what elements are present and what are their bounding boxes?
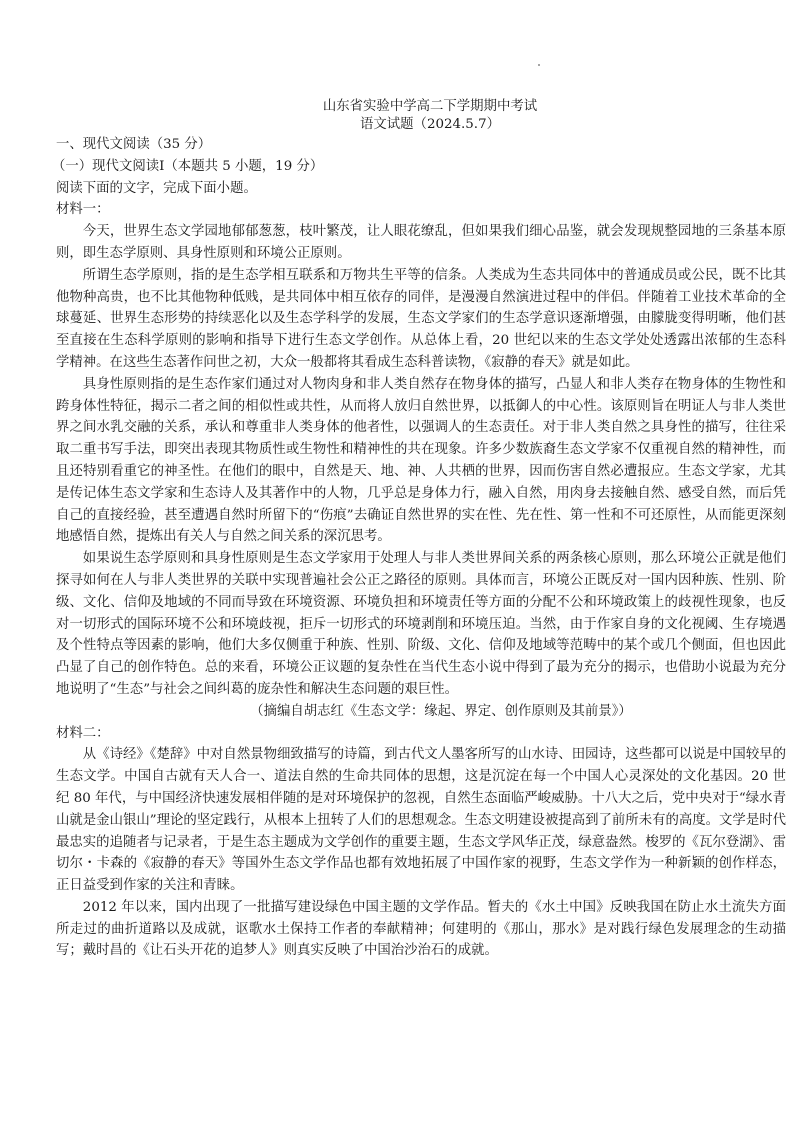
section-reading: [52, 134, 786, 962]
exam-title: 山东省实验中学高二下学期期中考试: [322, 99, 538, 114]
exam-page: [52, 98, 786, 962]
material1-label: 材料一：: [56, 202, 110, 218]
material1-paragraph: 所谓生态学原则，指的是生态学相互联系和万物共生平等的信条。人类成为生态共同体中的普通成员或公民，既不比其他物种高贵，也不比其他物种低贱，是共同体中相互依存的同伴，是漫漫自然演进过程中的伴侣。伴随着工业技术革命的全球蔓延、世界生态形势的持续恶化以及生态学科学的发展，生态文学家们的生态学意识逐渐增强，由朦胧变得明晰，他们甚至直接在生态科学原则的影响和指导下进行生态文学创作。从总体上看，20 世纪以来的生态文学处处透露出浓郁的生态科学精神。在这些生态著作问世之初，大众一般都将其看成生态科普读物，《寂静的春天》就是如此。: [56, 267, 786, 370]
material2-label: 材料二：: [56, 725, 110, 741]
section-subheading: （一）现代文阅读Ⅰ（本题共 5 小题，19 分）: [52, 158, 324, 174]
material1-paragraph: 如果说生态学原则和具身性原则是生态文学家用于处理人与非人类世界间关系的两条核心原则，那么环境公正就是他们探寻如何在人与非人类世界的关联中实现普遍社会公正之路径的原则。具体而言，环境公正既反对一国内因种族、性别、阶级、文化、信仰及地域的不同而导致在环境资源、环境负担和环境责任等方面的分配不公和环境政策上的歧视性现象，也反对一切形式的国际环境不公和环境歧视，拒斥一切形式的环境剥削和环境压迫。当然，由于作家自身的文化视阈、生存境遇及个性特点等因素的影响，他们大多仅侧重于种族、性别、阶级、文化、信仰及地域等范畴中的某个或几个侧面，但也因此凸显了自己的创作特色。总的来看，环境公正议题的复杂性在当代生态小说中得到了最为充分的揭示，也借助小说最为充分地说明了“生态”与社会之间纠葛的庞杂性和解决生态问题的艰巨性。: [56, 551, 786, 697]
material1-credit: （摘编自胡志红《生态文学：缘起、界定、创作原则及其前景》）: [250, 703, 632, 719]
material1-paragraph: 今天，世界生态文学园地郁郁葱葱，枝叶繁茂，让人眼花缭乱，但如果我们细心品鉴，就会发现规整园地的三条基本原则，即生态学原则、具身性原则和环境公正原则。: [56, 224, 786, 261]
exam-subtitle: 语文试题（2024.5.7）: [360, 117, 500, 132]
section-heading: 一、现代文阅读（35 分）: [56, 137, 212, 152]
instruction-text: 阅读下面的文字，完成下面小题。: [56, 180, 257, 196]
material2-paragraph: 从《诗经》《楚辞》中对自然景物细致描写的诗篇，到古代文人墨客所写的山水诗、田园诗，这些都可以说是中国较早的生态文学。中国自古就有天人合一、道法自然的生命共同体的思想，这是沉淀在每一个中国人心灵深处的文化基因。20 世纪 80 年代，与中国经济快速发展相伴随的是对环境保护的忽视，自然生态面临严峻威胁。十八大之后，党中央对于“绿水青山就是金山银山”理论的坚定践行，从根本上扭转了人们的思想观念。生态文明建设被提高到了前所未有的高度。文学是时代最忠实的追随者与记录者，于是生态主题成为文学创作的重要主题，生态文学风华正茂，绿意盎然。梭罗的《瓦尔登湖》、雷切尔・卡森的《寂静的春天》等国外生态文学作品也都有效地拓展了中国作家的视野，生态文学作为一种新颖的创作样态，正日益受到作家的关注和青睐。: [56, 747, 786, 894]
material2-paragraph: 2012 年以来，国内出现了一批描写建设绿色中国主题的文学作品。暂夫的《水土中国》反映我国在防止水土流失方面所走过的曲折道路以及成就，讴歌水土保持工作者的奉献精神；何建明的《那山，那水》是对践行绿色发展理念的生动描写；戴时昌的《让石头开花的追梦人》则真实反映了中国治沙治石的成就。: [56, 899, 786, 959]
scan-speck: [538, 64, 540, 66]
material1-paragraph: 具身性原则指的是生态作家们通过对人物肉身和非人类自然存在物身体的描写，凸显人和非人类存在物身体的生物性和跨身体性特征，揭示二者之间的相似性或共性，从而将人放归自然世界，以抵御人的中心性。该原则旨在明证人与非人类世界之间水乳交融的关系，承认和尊重非人类身体的他者性，以强调人的生态责任。对于非人类自然之具身性的描写，往往采取二重书写手法，即突出表现其物质性或生物性和精神性的共在现象。许多少数族裔生态文学家不仅重视自然的精神性，而且还特别看重它的神圣性。在他们的眼中，自然是天、地、神、人共栖的世界，因而伤害自然必遭报应。生态文学家，尤其是传记体生态文学家和生态诗人及其著作中的人物，几乎总是身体力行，融入自然，用肉身去接触自然、感受自然，而后凭自己的直接经验，甚至遭遇自然时所留下的“伤痕”去确证自然世界的实在性、先在性、第一性和不可还原性，从而能更深刻地感悟自然，提炼出有关人与自然之间关系的深沉思考。: [56, 376, 786, 545]
